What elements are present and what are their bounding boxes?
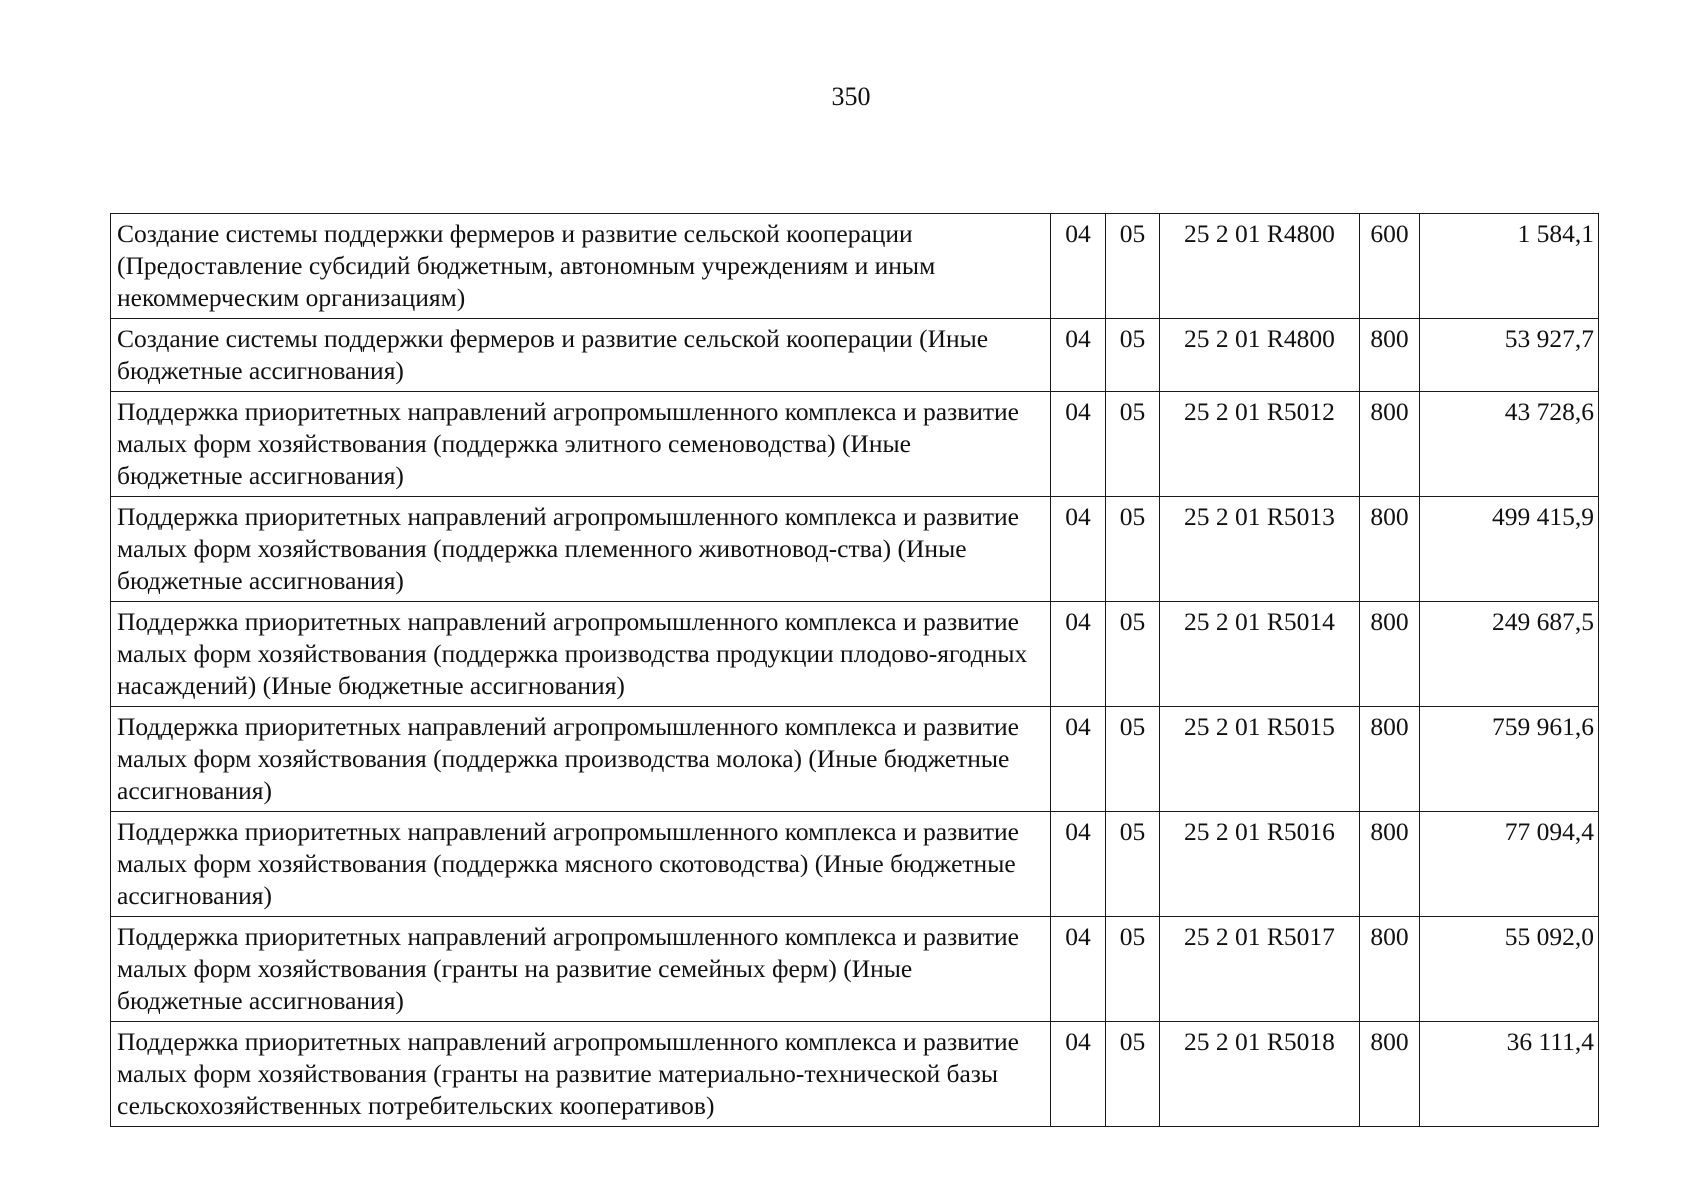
- row-expense-type: 600: [1360, 214, 1420, 319]
- row-expense-type: 800: [1360, 392, 1420, 497]
- table-row: [111, 319, 1599, 392]
- row-expense-type: 800: [1360, 707, 1420, 812]
- row-amount: 77 094,4: [1420, 812, 1599, 917]
- row-section: 04: [1051, 497, 1106, 602]
- row-expense-type: 800: [1360, 602, 1420, 707]
- row-subsection: 05: [1106, 917, 1160, 1022]
- row-amount: 43 728,6: [1420, 392, 1599, 497]
- row-description: Поддержка приоритетных направлений агропромышленного комплекса и развитие малых форм хозяйствования (поддержка производства молока) (Иные бюджетные ассигнования): [111, 707, 1051, 812]
- row-target-article: 25 2 01 R4800: [1160, 319, 1360, 392]
- row-expense-type: 800: [1360, 1022, 1420, 1127]
- table-row: [111, 214, 1599, 319]
- row-target-article: 25 2 01 R5018: [1160, 1022, 1360, 1127]
- row-description: Поддержка приоритетных направлений агропромышленного комплекса и развитие малых форм хозяйствования (поддержка племенного животновод-ства) (Иные бюджетные ассигнования): [111, 497, 1051, 602]
- row-subsection: 05: [1106, 707, 1160, 812]
- budget-table: [110, 213, 1599, 1127]
- row-section: 04: [1051, 812, 1106, 917]
- row-target-article: 25 2 01 R5013: [1160, 497, 1360, 602]
- row-target-article: 25 2 01 R5016: [1160, 812, 1360, 917]
- table-row: [111, 602, 1599, 707]
- row-section: 04: [1051, 319, 1106, 392]
- row-target-article: 25 2 01 R4800: [1160, 214, 1360, 319]
- row-amount: 249 687,5: [1420, 602, 1599, 707]
- row-description: Поддержка приоритетных направлений агропромышленного комплекса и развитие малых форм хозяйствования (поддержка производства продукции плодово-ягодных насаждений) (Иные бюджетные ассигнования): [111, 602, 1051, 707]
- row-expense-type: 800: [1360, 319, 1420, 392]
- row-expense-type: 800: [1360, 497, 1420, 602]
- row-amount: 759 961,6: [1420, 707, 1599, 812]
- row-section: 04: [1051, 602, 1106, 707]
- page-number: 350: [831, 82, 871, 111]
- row-subsection: 05: [1106, 214, 1160, 319]
- row-subsection: 05: [1106, 319, 1160, 392]
- row-amount: 1 584,1: [1420, 214, 1599, 319]
- table-row: [111, 392, 1599, 497]
- table-row: [111, 917, 1599, 1022]
- row-expense-type: 800: [1360, 917, 1420, 1022]
- row-subsection: 05: [1106, 602, 1160, 707]
- row-section: 04: [1051, 707, 1106, 812]
- row-section: 04: [1051, 917, 1106, 1022]
- row-subsection: 05: [1106, 812, 1160, 917]
- row-target-article: 25 2 01 R5015: [1160, 707, 1360, 812]
- row-description: Создание системы поддержки фермеров и развитие сельской кооперации (Предоставление субсидий бюджетным, автономным учреждениям и иным некоммерческим организациям): [111, 214, 1051, 319]
- row-description: Поддержка приоритетных направлений агропромышленного комплекса и развитие малых форм хозяйствования (поддержка элитного семеноводства) (Иные бюджетные ассигнования): [111, 392, 1051, 497]
- row-subsection: 05: [1106, 392, 1160, 497]
- row-amount: 53 927,7: [1420, 319, 1599, 392]
- row-target-article: 25 2 01 R5014: [1160, 602, 1360, 707]
- row-subsection: 05: [1106, 1022, 1160, 1127]
- row-target-article: 25 2 01 R5012: [1160, 392, 1360, 497]
- row-section: 04: [1051, 392, 1106, 497]
- row-subsection: 05: [1106, 497, 1160, 602]
- table-row: [111, 497, 1599, 602]
- row-section: 04: [1051, 1022, 1106, 1127]
- row-description: Поддержка приоритетных направлений агропромышленного комплекса и развитие малых форм хозяйствования (гранты на развитие материально-технической базы сельскохозяйственных потребительских кооперативов): [111, 1022, 1051, 1127]
- row-expense-type: 800: [1360, 812, 1420, 917]
- row-amount: 499 415,9: [1420, 497, 1599, 602]
- row-target-article: 25 2 01 R5017: [1160, 917, 1360, 1022]
- row-description: Создание системы поддержки фермеров и развитие сельской кооперации (Иные бюджетные ассигнования): [111, 319, 1051, 392]
- row-section: 04: [1051, 214, 1106, 319]
- table-row: [111, 812, 1599, 917]
- row-amount: 36 111,4: [1420, 1022, 1599, 1127]
- table-row: [111, 1022, 1599, 1127]
- row-amount: 55 092,0: [1420, 917, 1599, 1022]
- row-description: Поддержка приоритетных направлений агропромышленного комплекса и развитие малых форм хозяйствования (поддержка мясного скотоводства) (Иные бюджетные ассигнования): [111, 812, 1051, 917]
- table-row: [111, 707, 1599, 812]
- row-description: Поддержка приоритетных направлений агропромышленного комплекса и развитие малых форм хозяйствования (гранты на развитие семейных ферм) (Иные бюджетные ассигнования): [111, 917, 1051, 1022]
